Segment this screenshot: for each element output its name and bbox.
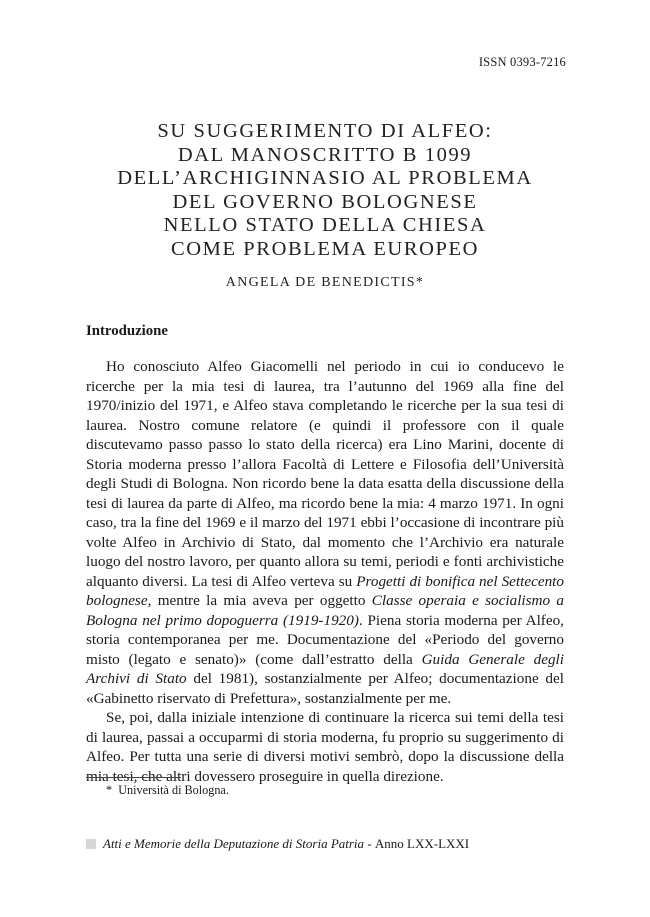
journal-issue: Anno LXX-LXXI (374, 836, 470, 851)
title-line: NELLO STATO DELLA CHIESA (163, 214, 487, 236)
section-heading: Introduzione (86, 323, 168, 339)
title-line: DAL MANOSCRITTO B 1099 (177, 143, 473, 166)
journal-title: Atti e Memorie della Deputazione di Storia Patria (103, 836, 365, 851)
footnote (106, 783, 229, 798)
title-line: DELL’ARCHIGINNASIO AL PROBLEMA (117, 167, 533, 189)
body-paragraph-1 (86, 357, 564, 708)
footnote-text: Università di Bologna. (118, 783, 229, 797)
footnote-marker: * (106, 783, 113, 797)
body-text (86, 357, 564, 786)
footnote-divider (86, 777, 181, 778)
article-title-block (60, 120, 590, 291)
paragraph-run: . Piena storia moderna per Alfeo, storia contemporanea per me. Documentazione del «Periodo del governo misto (legato e senato)» (come dall’estratto della (86, 611, 564, 668)
square-bullet-icon (86, 839, 96, 849)
author-name: ANGELA DE BENEDICTIS* (225, 275, 425, 290)
paragraph-run-italic: Classe operaia e socialismo a Bologna nel primo dopoguerra (1919-1920) (86, 592, 564, 629)
paragraph-run: Ho conosciuto Alfeo Giacomelli nel periodo in cui io conducevo le ricerche per la mia tesi di laurea, tra l’autunno del 1969 alla fine del 1970/inizio del 1971, e Alfeo stava completando le ricerche per la sua tesi di laurea. Nostro comune relatore (e quindi il professore con il quale discutevamo passo passo lo stato della ricerca) era Lino Marini, docente di Storia moderna presso l’allora Facoltà di Lettere e Filosofia dell’Università degli Studi di Bologna. Non ricordo bene la data esatta della discussione della tesi di laurea da parte di Alfeo, ma ricordo bene la mia: 4 marzo 1971. In ogni caso, tra la fine del 1969 e il marzo del 1971 ebbi l’occasione di incontrare più volte Alfeo in Archivio di Stato, dal momento che l’Archivio era naturale luogo del nostro lavoro, per quanto allora su temi, periodi e fonti archivistiche alquanto diversi. La tesi di Alfeo verteva su (86, 358, 564, 590)
title-line: DEL GOVERNO BOLOGNESE (172, 190, 478, 213)
paragraph-run: del 1981), sostanzialmente per Alfeo; documentazione del «Gabinetto riservato di Prefettura», sostanzialmente per me. (86, 670, 564, 707)
title-line: COME PROBLEMA EUROPEO (170, 237, 480, 260)
journal-separator: - (364, 836, 375, 851)
journal-footer (86, 836, 469, 852)
paragraph-run: , mentre la mia aveva per oggetto (147, 592, 372, 609)
title-line: SU SUGGERIMENTO DI ALFEO: (157, 120, 493, 142)
paragraph-run-italic: Guida Generale degli Archivi di Stato (86, 650, 564, 687)
issn-label: ISSN 0393-7216 (478, 55, 566, 69)
paragraph-run-italic: Progetti di bonifica nel Settecento bolognese (86, 572, 564, 609)
body-paragraph-2: Se, poi, dalla iniziale intenzione di continuare la ricerca sui temi della tesi di laurea, passai a occuparmi di storia moderna, fu proprio su suggerimento di Alfeo. Per tutta una serie di diversi motivi sembrò, dopo la discussione della mia tesi, che altri dovessero proseguire in quella direzione. (86, 709, 564, 785)
